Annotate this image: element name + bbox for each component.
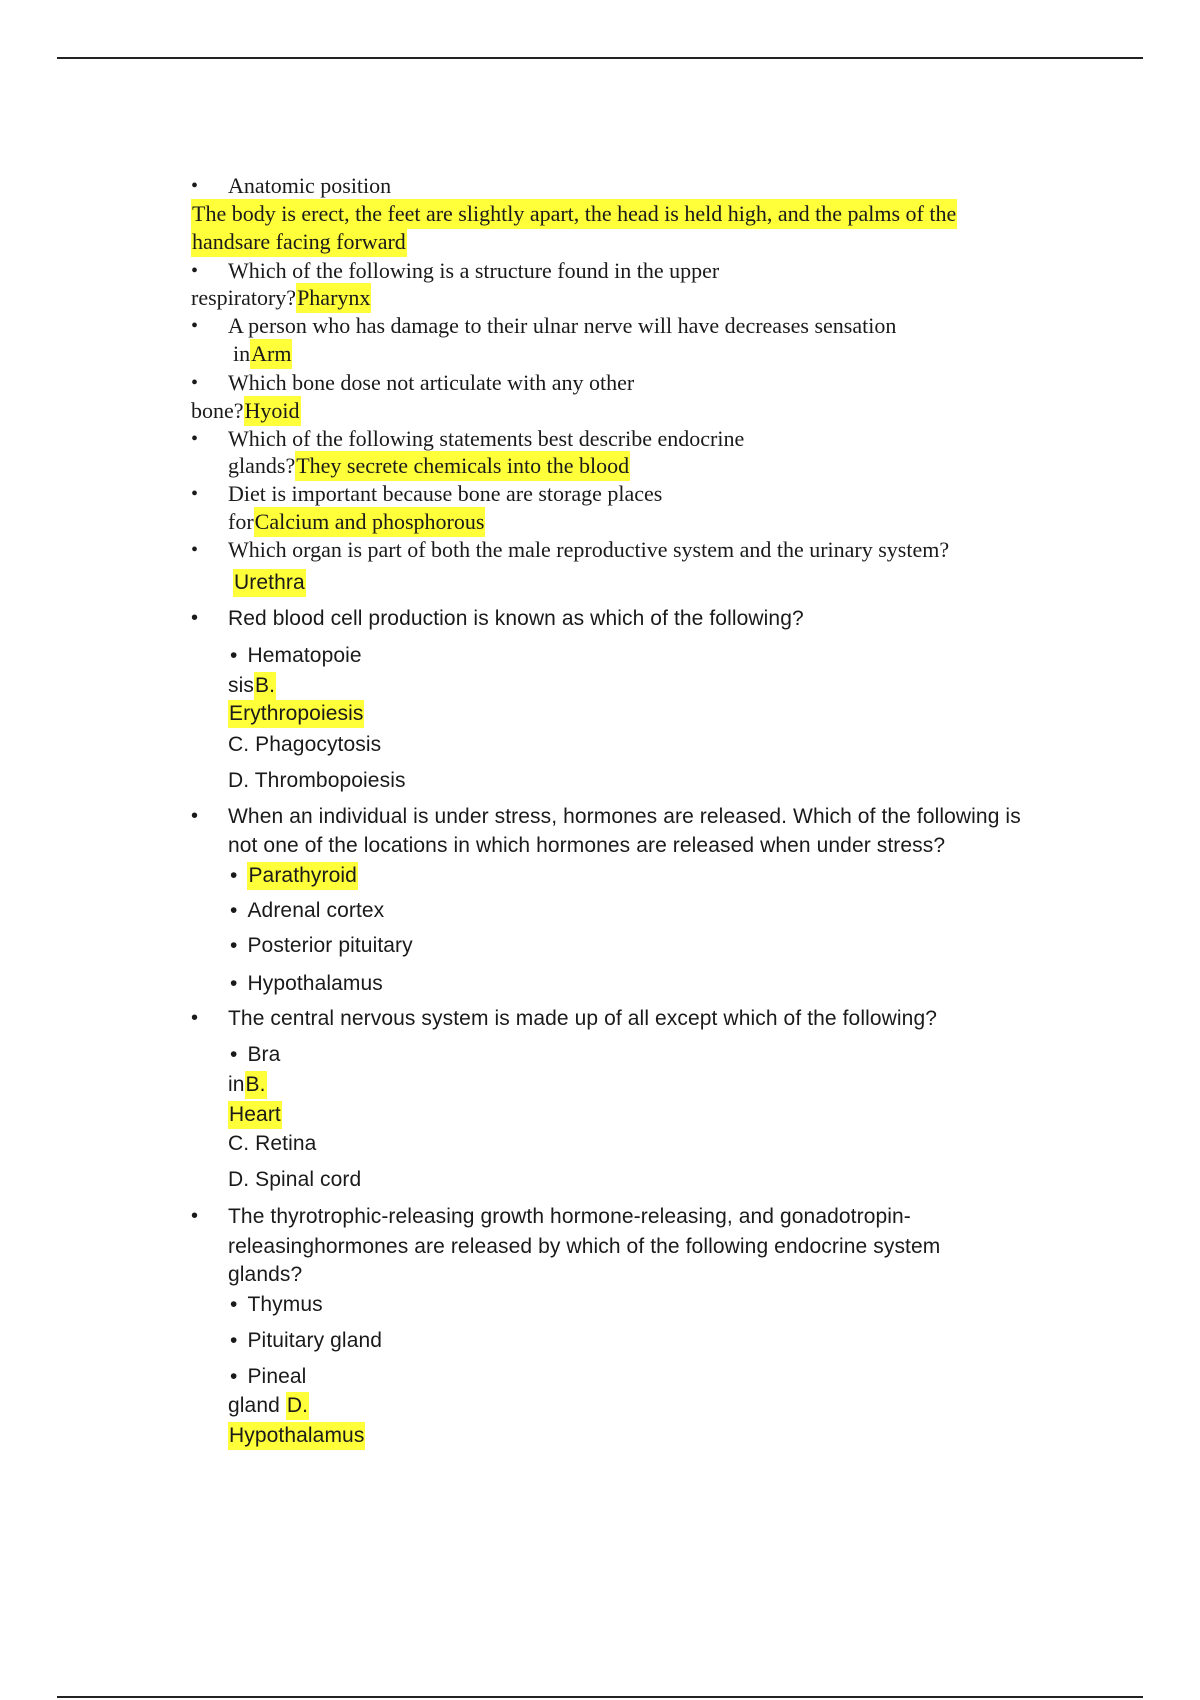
answer-highlight: Erythropoiesis [228, 703, 364, 724]
bullet: • [191, 539, 199, 561]
question-text: Red blood cell production is known as which of the following? [228, 607, 804, 630]
question-text: forCalcium and phosphorous [228, 511, 485, 533]
bullet: • [191, 428, 199, 450]
answer-highlight: D. [286, 1392, 309, 1420]
option-item: • Hematopoie [230, 644, 362, 667]
option-item [230, 865, 358, 886]
bullet: • [230, 1329, 238, 1352]
answer-highlight: B. [245, 1071, 267, 1099]
bullet: • [230, 934, 238, 957]
bullet: • [191, 315, 199, 337]
answer-highlight: The body is erect, the feet are slightly apart, the head is held high, and the palms of the [191, 203, 957, 225]
bullet: • [191, 372, 199, 394]
option-item: • Pituitary gland [230, 1329, 383, 1352]
bullet: • [191, 1205, 199, 1227]
question-text: Which of the following is a structure found in the upper [228, 258, 720, 283]
bullet: • [230, 899, 238, 922]
option-item: • Hypothalamus [230, 972, 383, 995]
question-text: glands?They secrete chemicals into the blood [228, 455, 630, 477]
answer-highlight: handsare facing forward [191, 231, 407, 253]
bullet: • [191, 175, 199, 197]
option-item: gland D. [228, 1395, 309, 1416]
option-item: sisB. [228, 675, 276, 696]
top-rule [57, 57, 1143, 59]
answer-highlight: Hypothalamus [228, 1425, 365, 1446]
question-text: Which bone dose not articulate with any other [228, 370, 635, 395]
question-text: Diet is important because bone are storage places [228, 481, 663, 506]
option-item: D. Thrombopoiesis [228, 769, 406, 792]
option-item: C. Phagocytosis [228, 733, 382, 756]
bullet: • [230, 864, 238, 887]
question-text: releasinghormones are released by which of the following endocrine system [228, 1235, 941, 1258]
question-text: glands? [228, 1263, 303, 1286]
question-text: When an individual is under stress, hormones are released. Which of the following is [228, 805, 1021, 828]
bottom-rule [57, 1696, 1143, 1698]
option-item: • Pineal [230, 1365, 307, 1388]
question-text: A person who has damage to their ulnar nerve will have decreases sensation [228, 313, 897, 338]
answer-highlight: They secrete chemicals into the blood [295, 451, 630, 481]
answer-highlight: Arm [250, 339, 292, 369]
question-text: The central nervous system is made up of all except which of the following? [228, 1007, 938, 1030]
option-item: D. Spinal cord [228, 1168, 362, 1191]
option-item: • Thymus [230, 1293, 323, 1316]
question-text: inArm [233, 343, 292, 365]
question-text: respiratory?Pharynx [191, 287, 371, 309]
bullet: • [230, 1293, 238, 1316]
question-text: Which of the following statements best describe endocrine [228, 426, 745, 451]
option-item: • Adrenal cortex [230, 899, 385, 922]
bullet: • [230, 644, 238, 667]
bullet: • [191, 805, 199, 827]
bullet: • [230, 1365, 238, 1388]
answer-highlight: Calcium and phosphorous [254, 507, 486, 537]
question-text: Which organ is part of both the male reproductive system and the urinary system? [228, 537, 950, 562]
option-item: C. Retina [228, 1132, 317, 1155]
option-item: inB. [228, 1074, 267, 1095]
answer-highlight: Hyoid [244, 396, 301, 426]
answer-highlight: Pharynx [296, 283, 371, 313]
option-item: • Bra [230, 1043, 281, 1066]
bullet: • [230, 1043, 238, 1066]
question-text: The thyrotrophic-releasing growth hormone-releasing, and gonadotropin- [228, 1205, 911, 1228]
answer-highlight: Urethra [233, 572, 306, 593]
bullet: • [191, 1007, 199, 1029]
bullet: • [191, 483, 199, 505]
question-text: Anatomic position [228, 173, 392, 198]
bullet: • [191, 260, 199, 282]
answer-highlight: Heart [228, 1104, 282, 1125]
bullet: • [191, 607, 199, 629]
question-text: bone?Hyoid [191, 400, 301, 422]
option-item: • Posterior pituitary [230, 934, 413, 957]
answer-highlight: Parathyroid [247, 862, 358, 890]
bullet: • [230, 972, 238, 995]
question-text: not one of the locations in which hormones are released when under stress? [228, 834, 946, 857]
answer-highlight: B. [254, 672, 276, 700]
